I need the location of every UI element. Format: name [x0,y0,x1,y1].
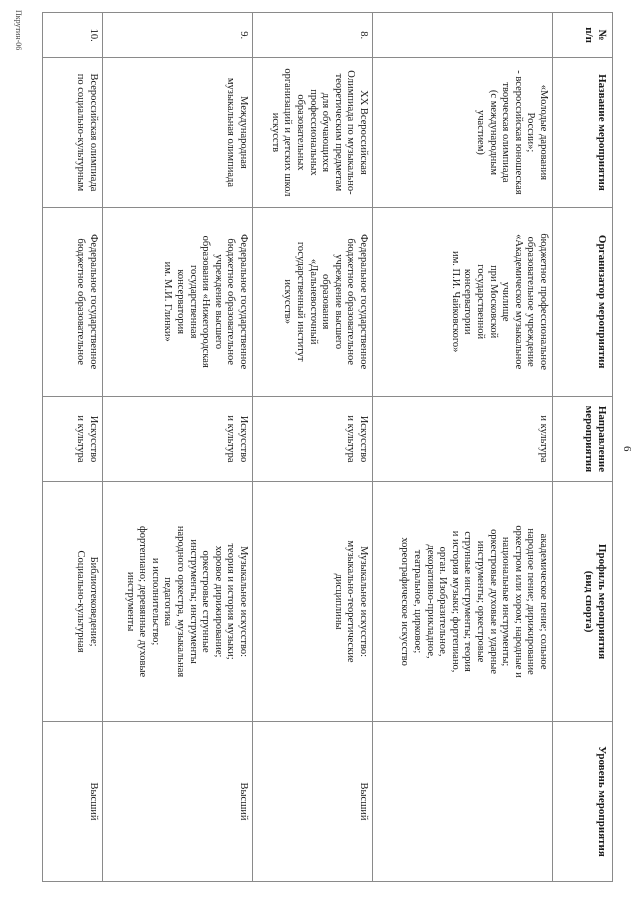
cell-profile: академическое пение; сольное народное пение; дирижирование оркестром или хором; народные и национальные инструменты; оркестровые духовые и ударные инструменты; оркестровые струнные инструменты; теория и история музыки; фортепиано, орган. Изобразительное, декоративно-прикладное, театральное, цирковое; хореографическое искусство [373,482,553,722]
footer-mark: Пкрутин-06 [14,10,23,51]
events-table [42,12,613,882]
header-name: Название мероприятия [553,58,613,207]
cell-level: Высший [43,722,103,882]
header-direction: Направление мероприятия [553,396,613,481]
cell-organizer: бюджетное профессиональное образовательное учреждение «Академическое музыкальное училище при Московской государственной консерватории им. П.И. Чайковского» [373,207,553,396]
cell-name: Всероссийская олимпиада по социально-культурным [43,58,103,207]
cell-profile: Музыкальное искусство: музыкально-теоретические дисциплины [253,482,373,722]
table-row [103,13,253,882]
cell-direction: Искусство и культура [103,396,253,481]
header-organizer: Организатор мероприятия [553,207,613,396]
rotated-sheet [5,6,635,901]
table-wrapper [42,12,613,882]
table-row [253,13,373,882]
cell-direction: Искусство и культура [43,396,103,481]
cell-direction: Искусство и культура [253,396,373,481]
cell-profile: Музыкальное искусство: теория и история музыки; хоровое дирижирование; оркестровые струнные инструменты; инструменты народного оркестра, музыкальная педагогика и исполнительство; фортепиано; деревянные духовые инструменты [103,482,253,722]
cell-num [373,13,553,58]
page-number: 6 [621,446,633,452]
table-row [43,13,103,882]
cell-profile: Библиотековедение; Социально-культурная [43,482,103,722]
cell-name: XX Всероссийская Олимпиада по музыкально- теоретическим предметам для обучающихся профессиональных образовательных организаций и детских школ искусств [253,58,373,207]
cell-level: Высший [103,722,253,882]
cell-level [373,722,553,882]
cell-level: Высший [253,722,373,882]
cell-num: 10. [43,13,103,58]
cell-num: 9. [103,13,253,58]
cell-direction: и культура [373,396,553,481]
table-header-row [553,13,613,882]
header-level: Уровень мероприятия [553,722,613,882]
header-num: № п/п [553,13,613,58]
cell-organizer: Федеральное государственное бюджетное образовательное [43,207,103,396]
cell-name: «Молодые дарования России»; - всероссийская юношеская творческая олимпиада (с международным участием) [373,58,553,207]
cell-organizer: Федеральное государственное бюджетное образовательное учреждение высшего образования «Дальневосточный государственный институт искусств» [253,207,373,396]
header-profile: Профиль мероприятия (вид спорта) [553,482,613,722]
cell-organizer: Федеральное государственное бюджетное образовательное учреждение высшего образования «Нижегородская государственная консерватория им. М.И. Глинки» [103,207,253,396]
cell-name: Международная музыкальная олимпиада [103,58,253,207]
cell-num: 8. [253,13,373,58]
table-row [373,13,553,882]
